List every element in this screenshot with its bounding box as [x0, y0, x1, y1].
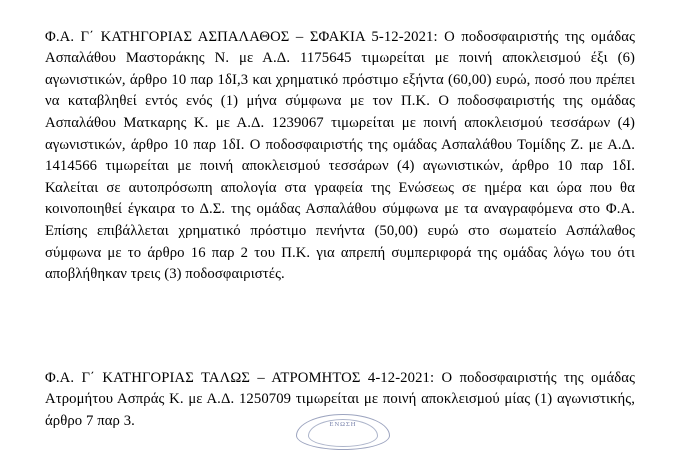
- official-seal-label: ΕΝΩΣΗ: [329, 421, 357, 428]
- paragraph-talos-atromitos: Φ.Α. Γ΄ ΚΑΤΗΓΟΡΙΑΣ ΤΑΛΩΣ – ΑΤΡΟΜΗΤΟΣ 4-12-2021: Ο ποδοσφαιριστής της ομάδας Ατρομήτου Ασπράς Κ. με Α.Δ. 1250709 τιμωρείται με ποινή αποκλεισμού μίας (1) αγωνιστικής, άρθρο 7 παρ 3.: [45, 369, 635, 429]
- paragraph-aspalathos-sfakia: Φ.Α. Γ΄ ΚΑΤΗΓΟΡΙΑΣ ΑΣΠΑΛΑΘΟΣ – ΣΦΑΚΙΑ 5-12-2021: Ο ποδοσφαιριστής της ομάδας Ασπαλάθου Μαστοράκης Ν. με Α.Δ. 1175645 τιμωρείται με ποινή αποκλεισμού έξι (6) αγωνιστικών, άρθρο 10 παρ 1δΙ,3 και χρηματικό πρόστιμο εξήντα (60,00) ευρώ, ποσό που πρέπει να καταβληθεί εντός ενός (1) μήνα σύμφωνα με τον Π.Κ. Ο ποδοσφαιριστής της ομάδας Ασπαλάθου Ματκαρης Κ. με Α.Δ. 1239067 τιμωρείται με ποινή αποκλεισμού τεσσάρων (4) αγωνιστικών, άρθρο 10 παρ 1δΙ. Ο ποδοσφαιριστής της ομάδας Ασπαλάθου Τομίδης Ζ. με Α.Δ. 1414566 τιμωρείται με ποινή αποκλεισμού τεσσάρων (4) αγωνιστικών, άρθρο 10 παρ 1δΙ. Καλείται σε αυτοπρόσωπη απολογία στα γραφεία της Ενώσεως σε ημέρα και ώρα που θα κοινοποιηθεί έγκαιρα το Δ.Σ. της ομάδας Ασπαλάθου σύμφωνα με τα αναγραφόμενα στο Φ.Α. Επίσης επιβάλλεται χρηματικό πρόστιμο πενήντα (50,00) ευρώ στο σωματείο Ασπάλαθος σύμφωνα με το άρθρο 16 παρ 2 του Π.Κ. για απρεπή συμπεριφορά της ομάδας λόγω του ότι αποβλήθηκαν τρεις (3) ποδοσφαιριστές.: [45, 28, 635, 283]
